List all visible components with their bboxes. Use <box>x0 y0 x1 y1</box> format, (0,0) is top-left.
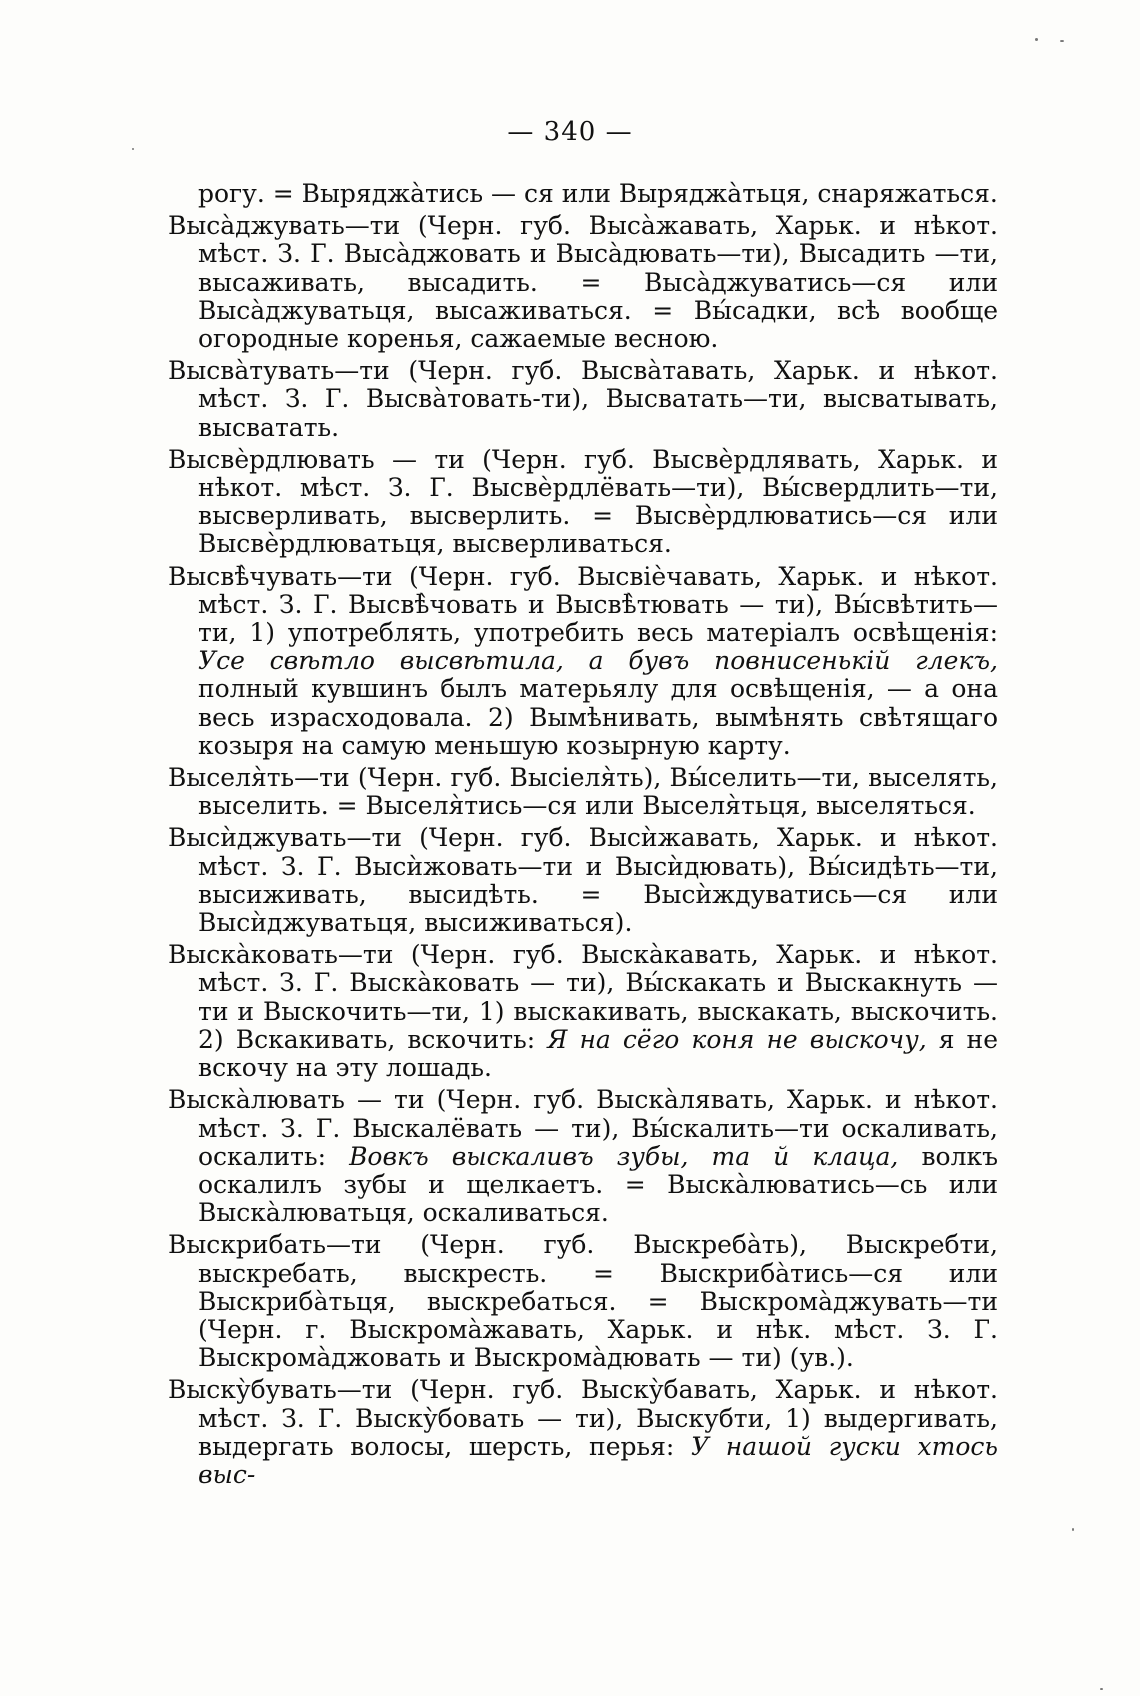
entry-text: Выску̀бувать—ти (Черн. губ. Выску̀бавать, Харьк. и нѣкот. мѣст. З. Г. Выску̀бовать — ти), Выскубти, 1) выдергивать, выдергать волосы, шерсть, перья: <box>168 1375 998 1461</box>
entry-text: Высвѣ̀чувать—ти (Черн. губ. Высвіѐчавать, Харьк. и нѣкот. мѣст. З. Г. Высвѣ̀човать и Высвѣ̀тювать — ти), Вы́свѣтить—ти, 1) употреблять, употребить весь матеріалъ освѣщенія: <box>168 561 998 648</box>
scan-speck <box>1035 38 1038 41</box>
scan-speck <box>132 148 134 150</box>
scan-speck <box>1060 40 1064 42</box>
entry-text: Высвѐрдлювать — ти (Черн. губ. Высвѐрдлявать, Харьк. и нѣкот. мѣст. З. Г. Высвѐрдлёвать—ти), Вы́свердлить—ти, высверливать, высверлить. = Высвѐрдлюватись—ся или Высвѐрдлюватьця, высверливаться. <box>168 444 998 559</box>
dictionary-entry <box>168 212 998 353</box>
scan-speck <box>1100 1688 1103 1690</box>
example-text: Вовкъ выскаливъ зубы, та й клаца, <box>349 1141 899 1171</box>
entry-text: рогу. = Выряджа̀тись — ся или Выряджа̀тьця, снаряжаться. <box>198 179 998 208</box>
entry-text: Выска̀лювать — ти (Черн. губ. Выска̀лявать, Харьк. и нѣкот. мѣст. З. Г. Выскалёвать — ти), Вы́скалить—ти оскаливать, оскалить: <box>168 1085 998 1171</box>
dictionary-text <box>168 180 998 1493</box>
entry-text: Выселя̀ть—ти (Черн. губ. Высіеля̀ть), Вы́селить—ти, выселять, выселить. = Выселя̀тись—ся или Выселя̀тьця, выселяться. <box>168 763 998 821</box>
example-text: Усе свѣтло высвѣтила, а бувъ повнисенькій глекъ, <box>198 646 998 676</box>
entry-text: Высѝджувать—ти (Черн. губ. Высѝжавать, Харьк. и нѣкот. мѣст. З. Г. Высѝжовать—ти и Высѝдювать), Вы́сидѣть—ти, высиживать, высидѣть. = Высѝждуватись—ся или Высѝджуватьця, высиживаться). <box>168 823 998 938</box>
entry-text: волкъ оскалилъ зубы и щелкаетъ. = Выска̀люватись—сь или Выска̀люватьця, оскаливаться. <box>198 1141 998 1228</box>
entry-text: Выска̀ковать—ти (Черн. губ. Выска̀кавать, Харьк. и нѣкот. мѣст. З. Г. Выска̀ковать — ти), Вы́скакать и Выскакнуть —ти и Выскочить—ти, 1) выскакивать, выскакать, выскочить. 2) Вскакивать, вскочить: <box>168 940 998 1054</box>
entry-text: Выса̀джувать—ти (Черн. губ. Выса̀жавать, Харьк. и нѣкот. мѣст. З. Г. Выса̀джовать и Выса̀дювать—ти), Высадить —ти, высаживать, высадить. = Выса̀джуватись—ся или Выса̀джуватьця, высаживаться. = Вы́садки, всѣ вообще огородные коренья, сажаемые весною. <box>168 211 998 354</box>
dictionary-entry <box>168 1086 998 1227</box>
example-text: Я на сёго коня не выскочу, <box>547 1024 927 1054</box>
dictionary-entry <box>168 357 998 442</box>
entry-text: Выскрибать—ти (Черн. губ. Выскреба̀ть), Выскребти, выскребать, выскресть. = Выскриба̀тись—ся или Выскриба̀тьця, выскребаться. = Выскрома̀джувать—ти (Черн. г. Выскрома̀жавать, Харьк. и нѣк. мѣст. З. Г. Выскрома̀джовать и Выскрома̀дювать — ти) (ув.). <box>168 1230 998 1373</box>
dictionary-entry <box>168 446 998 559</box>
example-text: У нашой гуски хтось выс- <box>198 1431 998 1489</box>
dictionary-entry <box>168 824 998 937</box>
dictionary-entry <box>168 1376 998 1489</box>
dictionary-entry <box>168 180 998 208</box>
dictionary-entry <box>168 1231 998 1372</box>
dictionary-entry <box>168 941 998 1082</box>
entry-text: Высва̀тувать—ти (Черн. губ. Высва̀тавать, Харьк. и нѣкот. мѣст. З. Г. Высва̀товать-ти), Высватать—ти, высватывать, высватать. <box>168 356 998 442</box>
entry-text: полный кувшинъ былъ матерьялу для освѣщенія, — а она весь израсходовала. 2) Вымѣнивать, вымѣнять свѣтящаго козыря на самую меньшую козырную карту. <box>198 674 998 760</box>
dictionary-entry <box>168 563 998 760</box>
entry-text: я не вскочу на эту лошадь. <box>198 1024 999 1083</box>
scan-speck <box>1072 1528 1074 1531</box>
page-number: — 340 — <box>507 117 633 147</box>
dictionary-entry <box>168 764 998 820</box>
